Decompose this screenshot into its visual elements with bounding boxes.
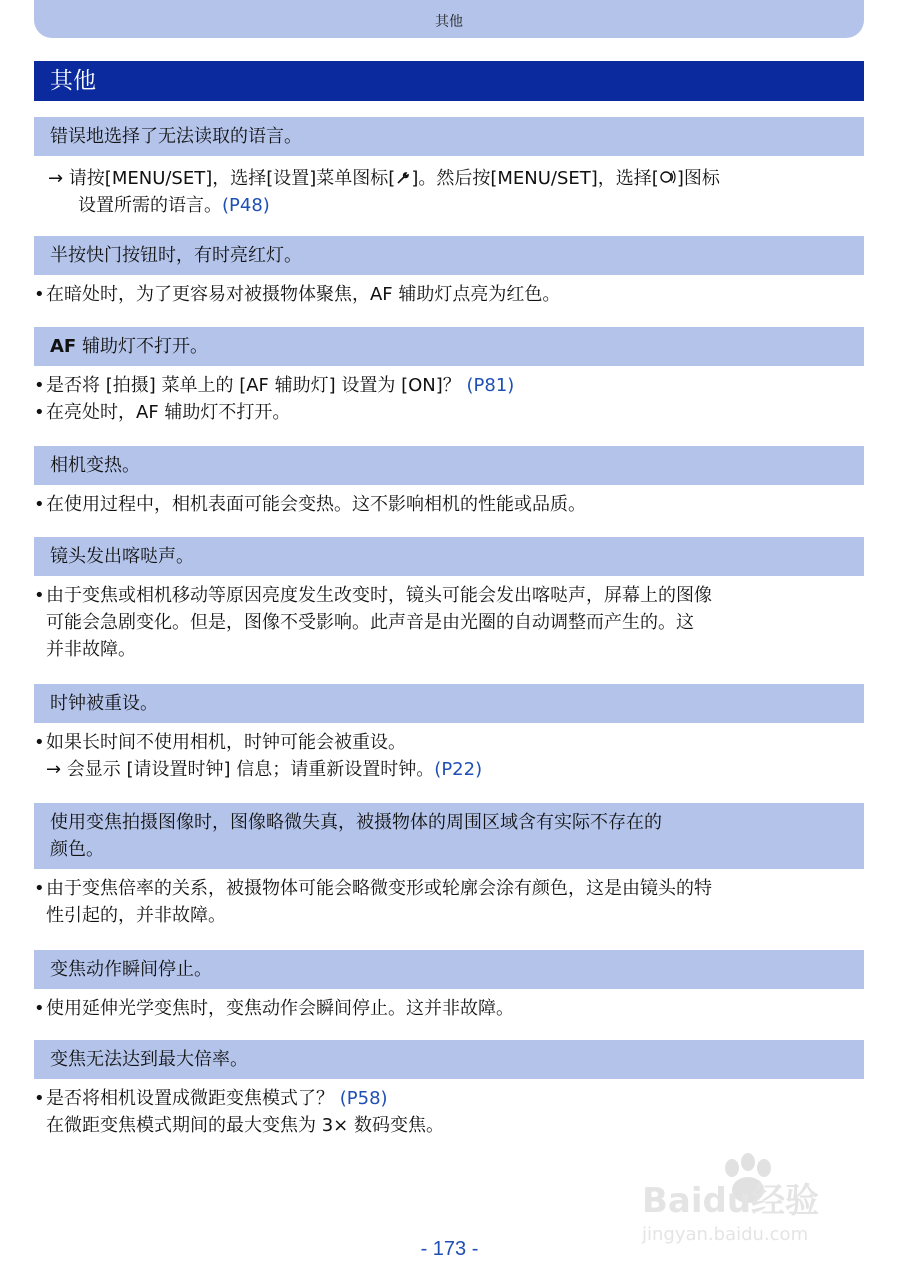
- section-wrong-language: [34, 117, 864, 219]
- section-heading: 错误地选择了无法读取的语言。: [34, 117, 864, 156]
- section-heading: 镜头发出喀哒声。: [34, 537, 864, 576]
- body-line: • 使用延伸光学变焦时，变焦动作会瞬间停止。这并非故障。: [34, 995, 864, 1022]
- body-line: • 如果长时间不使用相机，时钟可能会被重设。: [34, 729, 864, 756]
- page-reference-link[interactable]: (P48): [222, 195, 270, 216]
- page-reference-link[interactable]: (P58): [339, 1088, 388, 1109]
- page-title: 其他: [34, 61, 864, 101]
- watermark-brand: Baidu经验: [642, 1181, 820, 1221]
- section-zoom-distortion: [34, 803, 864, 929]
- wrench-icon: [395, 168, 411, 189]
- section-camera-hot: [34, 446, 864, 518]
- body-line: • 由于变焦倍率的关系，被摄物体可能会略微变形或轮廓会涂有颜色，这是由镜头的特: [34, 875, 864, 902]
- body-line: • 是否将 [拍摄] 菜单上的 [AF 辅助灯] 设置为 [ON]？ (P81): [34, 372, 864, 399]
- speech-language-icon: [659, 168, 677, 189]
- body-line: 并非故障。: [46, 639, 136, 660]
- section-heading: 时钟被重设。: [34, 684, 864, 723]
- section-af-assist-off: [34, 327, 864, 426]
- body-line: • 是否将相机设置成微距变焦模式了？ (P58): [34, 1085, 864, 1112]
- body-line: 在微距变焦模式期间的最大变焦为 3× 数码变焦。: [46, 1115, 444, 1136]
- body-line: • 在暗处时，为了更容易对被摄物体聚焦，AF 辅助灯点亮为红色。: [34, 281, 864, 308]
- section-zoom-max: [34, 1040, 864, 1139]
- page-reference-link[interactable]: (P22): [434, 759, 483, 780]
- body-line: 可能会急剧变化。但是，图像不受影响。此声音是由光圈的自动调整而产生的。这: [46, 612, 694, 633]
- page-number: - 173 -: [420, 1238, 479, 1260]
- page-reference-link[interactable]: (P81): [466, 375, 515, 396]
- body-line: 性引起的，并非故障。: [46, 905, 226, 926]
- section-heading: 变焦动作瞬间停止。: [34, 950, 864, 989]
- section-heading: 使用变焦拍摄图像时，图像略微失真，被摄物体的周围区域含有实际不存在的 颜色。: [34, 803, 864, 869]
- body-line: 设置所需的语言。(P48): [78, 195, 270, 216]
- section-heading: 相机变热。: [34, 446, 864, 485]
- body-line: → 会显示 [请设置时钟] 信息；请重新设置时钟。(P22): [46, 759, 483, 780]
- body-line: • 在使用过程中，相机表面可能会变热。这不影响相机的性能或品质。: [34, 491, 864, 518]
- body-line: • 由于变焦或相机移动等原因亮度发生改变时，镜头可能会发出喀哒声，屏幕上的图像: [34, 582, 864, 609]
- section-clock-reset: [34, 684, 864, 783]
- section-red-light: [34, 236, 864, 308]
- section-heading: AF 辅助灯不打开。: [34, 327, 864, 366]
- section-lens-click: [34, 537, 864, 663]
- body-line: → 请按[MENU/SET]，选择[设置]菜单图标[ ]。然后按[MENU/SET]，选择[ ]图标: [48, 168, 720, 189]
- baidu-watermark: [640, 1150, 870, 1250]
- section-zoom-stop: [34, 950, 864, 1022]
- section-heading: 变焦无法达到最大倍率。: [34, 1040, 864, 1079]
- body-line: • 在亮处时，AF 辅助灯不打开。: [34, 399, 864, 426]
- watermark-url: jingyan.baidu.com: [642, 1224, 809, 1245]
- page-header-tab: 其他: [34, 0, 864, 38]
- section-heading: 半按快门按钮时，有时亮红灯。: [34, 236, 864, 275]
